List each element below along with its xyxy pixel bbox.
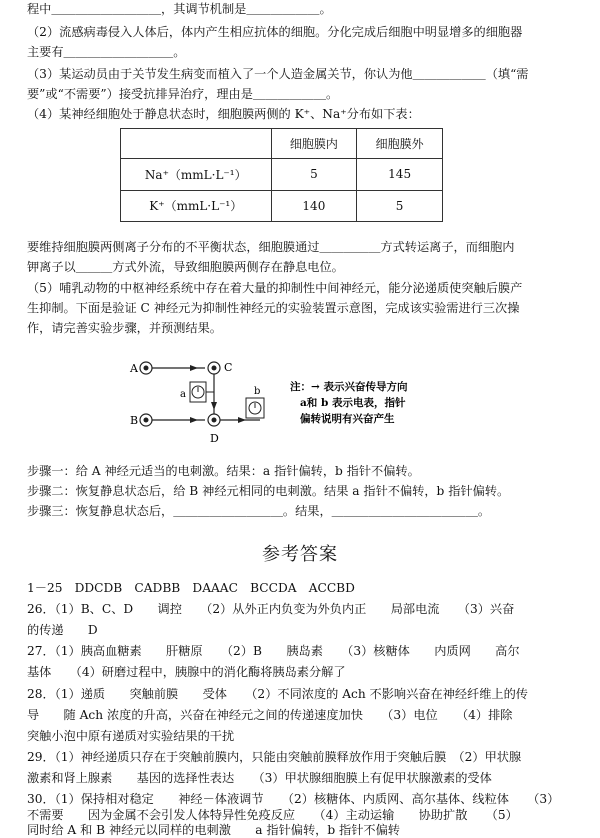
arrow-a [190,365,198,371]
answer-line: 突触小泡中原有递质对实验结果的干扰 [27,729,235,743]
table-cell: Na⁺（mmL·L⁻¹） [121,159,272,191]
label-a-neuron: A [130,362,138,375]
table-header-cell [121,129,272,159]
diagram-note-line: 偏转说明有兴奋产生 [300,413,395,425]
step-line: 步骤三：恢复静息状态后，＿＿＿＿＿＿＿＿＿。结果，＿＿＿＿＿＿＿＿＿＿＿＿。 [27,504,491,518]
neuron-a-nucleus [144,366,149,371]
table-row [121,159,443,191]
answer-line: 基体 （4）研磨过程中，胰腺中的消化酶将胰岛素分解了 [27,665,346,679]
answer-line: 的传递 D [27,623,98,637]
label-b-neuron: B [130,414,139,427]
step-line: 步骤一：给 A 神经元适当的电刺激。结果：a 指针偏转，b 指针不偏转。 [27,464,420,478]
answer-line: 28．（1）递质 突触前膜 受体 （2）不同浓度的 Ach 不影响兴奋在神经纤维上的传 [27,687,528,701]
diagram-note-line: 注：→ 表示兴奋传导方向 [290,381,408,393]
neuron-d-nucleus [212,418,217,423]
answer-line: 30．（1）保持相对稳定 神经－体液调节 （2）核糖体、内质网、高尔基体、线粒体 （3） [27,792,560,806]
table-header-cell: 细胞膜内 [271,129,357,159]
answer-line: 不需要 因为金属不会引发人体特异性免疫反应 （4）主动运输 协助扩散 （5） [27,808,518,822]
answer-line: 26．（1）B、C、D 调控 （2）从外正内负变为外负内正 局部电流 （3）兴奋 [27,602,515,616]
label-c: C [224,361,233,374]
table-cell: 5 [271,159,357,191]
experiment-diagram [120,352,460,452]
meter-b-label: b [254,386,261,397]
table-row [121,190,443,222]
question-line: 要维持细胞膜两侧离子分布的不平衡状态，细胞膜通过＿＿＿＿＿方式转运离子，而细胞内 [27,240,515,254]
table-cell: 140 [271,190,357,222]
arrow-d [238,417,246,423]
diagram-note-line: a和 b 表示电表，指针 [300,397,406,409]
question-line: （2）流感病毒侵入人体后，体内产生相应抗体的细胞。分化完成后细胞中明显增多的细胞器 [27,25,523,39]
answer-line: 1－25 DDCDB CADBB DAAAC BCCDA ACCBD [27,581,355,595]
answer-line: 激素和肾上腺素 基因的选择性表达 （3）甲状腺细胞膜上有促甲状腺激素的受体 [27,771,492,785]
arrow-c [211,402,217,410]
question-line: 主要有＿＿＿＿＿＿＿＿＿。 [27,45,186,59]
label-d: D [210,432,219,445]
question-line: 要”或“不需要”）接受抗排异治疗，理由是＿＿＿＿＿＿。 [27,87,339,101]
question-line: 作，请完善实验步骤，并预测结果。 [27,321,222,335]
step-line: 步骤二：恢复静息状态后，给 B 神经元相同的电刺激。结果 a 指针不偏转，b 指针偏转。 [27,484,510,498]
answer-line: 29．（1）神经递质只存在于突触前膜内，只能由突触前膜释放作用于突触后膜 （2）甲状腺 [27,750,522,764]
question-line: （5）哺乳动物的中枢神经系统中存在着大量的抑制性中间神经元，能分泌递质使突触后膜产 [27,281,523,295]
table-cell: K⁺（mmL·L⁻¹） [121,190,272,222]
question-line: 生抑制。下面是验证 C 神经元为抑制性神经元的实验装置示意图，完成该实验需进行三次操 [27,301,520,315]
question-line: 钾离子以＿＿＿方式外流，导致细胞膜两侧存在静息电位。 [27,260,344,274]
answer-line: 导 随 Ach 浓度的升高，兴奋在神经元之间的传递速度加快 （3）电位 （4）排除 [27,708,513,722]
ion-distribution-table [120,128,443,222]
question-line: 程中＿＿＿＿＿＿＿＿＿，其调节机制是＿＿＿＿＿＿。 [27,2,332,16]
answers-title: 参考答案 [262,544,338,565]
answer-line: 27．（1）胰高血糖素 肝糖原 （2）B 胰岛素 （3）核糖体 内质网 高尔 [27,644,520,658]
answer-line: 同时给 A 和 B 神经元以同样的电刺激 a 指针偏转，b 指针不偏转 [27,823,400,837]
neuron-c-nucleus [212,366,217,371]
table-header-row [121,129,443,159]
table-cell: 5 [357,190,443,222]
meter-a-label: a [180,389,186,400]
question-line: （4）某神经细胞处于静息状态时，细胞膜两侧的 K⁺、Na⁺分布如下表： [27,107,420,121]
question-line: （3）某运动员由于关节发生病变而植入了一个人造金属关节，你认为他＿＿＿＿＿＿（填“需 [27,67,529,81]
arrow-b [190,417,198,423]
table-cell: 145 [357,159,443,191]
neuron-b-nucleus [144,418,149,423]
table-header-cell: 细胞膜外 [357,129,443,159]
